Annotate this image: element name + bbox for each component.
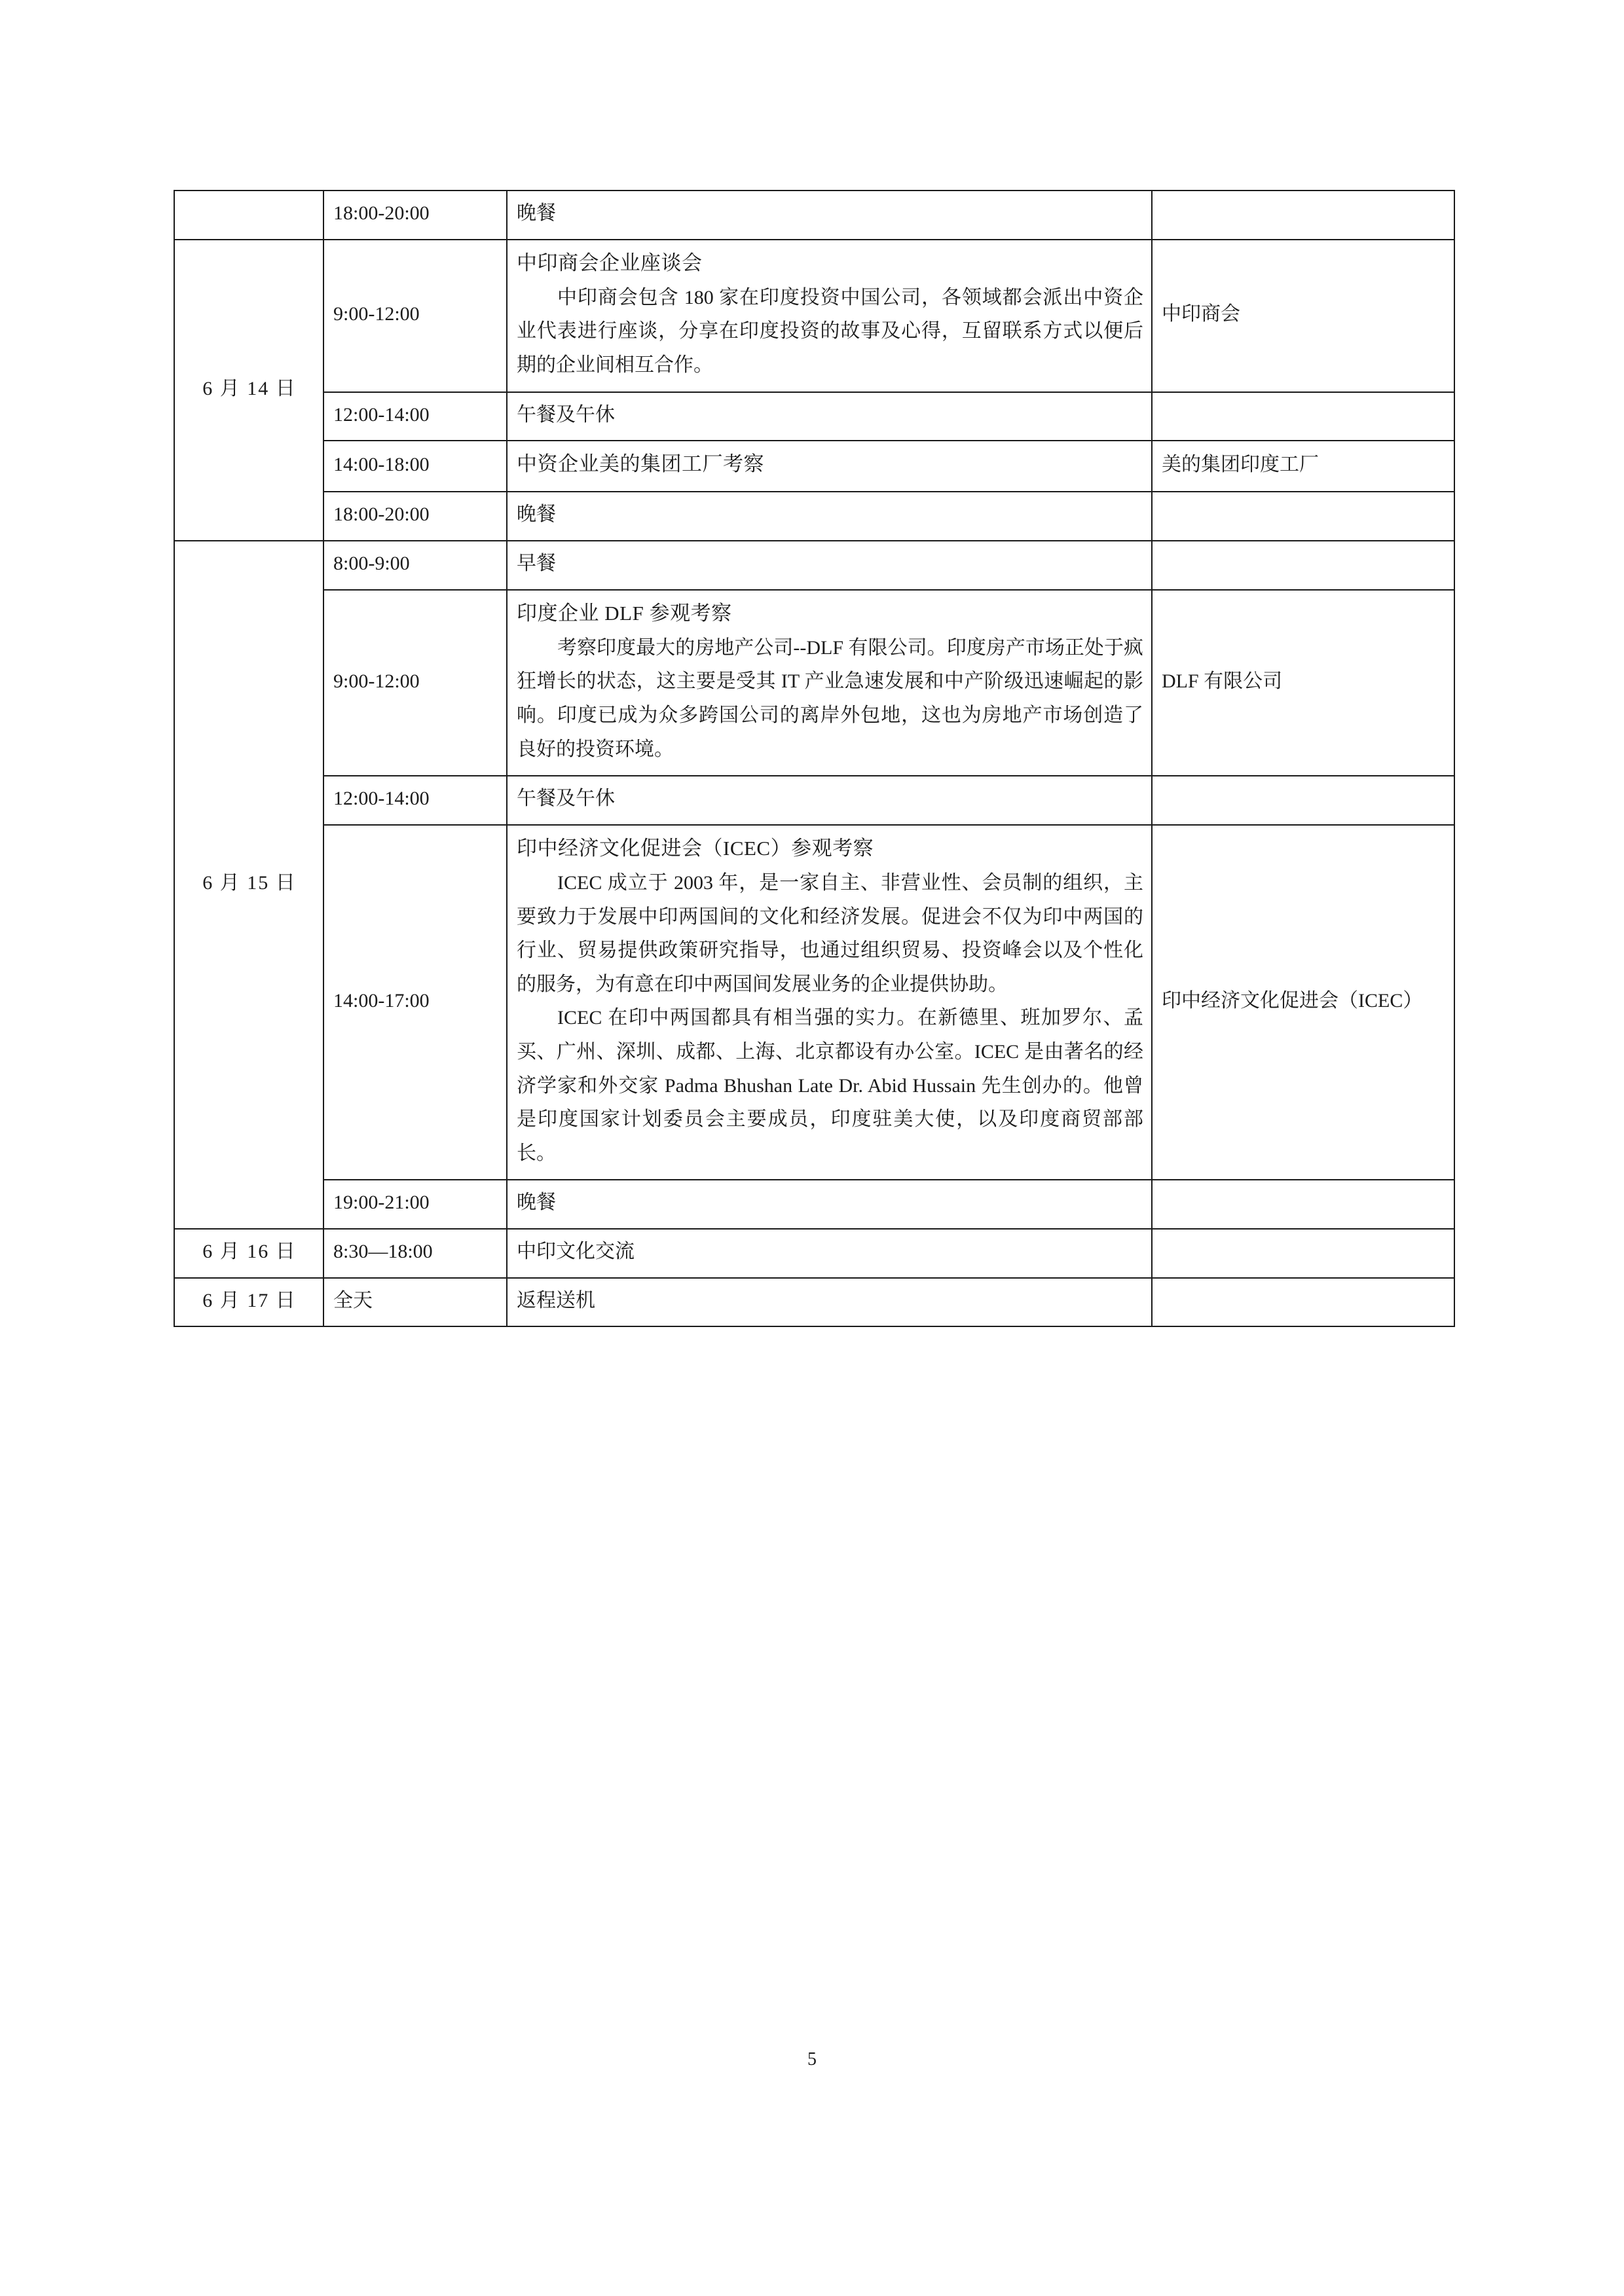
row-time: 14:00-18:00 <box>323 441 507 492</box>
row-date: 6 月 16 日 <box>174 1229 323 1278</box>
row-date: 6 月 15 日 <box>174 541 323 1229</box>
row-title: 中印商会企业座谈会 <box>517 251 703 274</box>
row-text: 返程送机 <box>517 1289 595 1311</box>
row-place <box>1152 492 1454 541</box>
row-time: 12:00-14:00 <box>323 776 507 825</box>
row-place <box>1152 1180 1454 1229</box>
row-content <box>507 1278 1152 1327</box>
row-time: 8:30—18:00 <box>323 1229 507 1278</box>
table-row <box>174 392 1454 441</box>
row-content <box>507 392 1152 441</box>
row-place: 中印商会 <box>1152 240 1454 392</box>
table-row <box>174 441 1454 492</box>
table-row <box>174 590 1454 776</box>
row-time: 18:00-20:00 <box>323 191 507 240</box>
row-text: 早餐 <box>517 553 556 574</box>
table-row <box>174 191 1454 240</box>
row-time: 18:00-20:00 <box>323 492 507 541</box>
row-content <box>507 590 1152 776</box>
row-place <box>1152 776 1454 825</box>
table-row <box>174 541 1454 590</box>
row-content <box>507 240 1152 392</box>
row-paragraph: 考察印度最大的房地产公司--DLF 有限公司。印度房产市场正处于疯狂增长的状态，这主要是受其 IT 产业急速发展和中产阶级迅速崛起的影响。印度已成为众多跨国公司的离岸外包地，这也为房地产市场创造了良好的投资环境。 <box>517 636 1143 760</box>
table-row <box>174 776 1454 825</box>
row-date <box>174 191 323 240</box>
row-paragraph: 中印商会包含 180 家在印度投资中国公司，各领域都会派出中资企业代表进行座谈，分享在印度投资的故事及心得，互留联系方式以便后期的企业间相互合作。 <box>517 286 1143 376</box>
row-paragraph: ICEC 成立于 2003 年，是一家自主、非营业性、会员制的组织，主要致力于发展中印两国间的文化和经济发展。促进会不仅为印中两国的行业、贸易提供政策研究指导，也通过组织贸易、投资峰会以及个性化的服务，为有意在印中两国间发展业务的企业提供协助。 <box>517 872 1143 995</box>
row-time: 全天 <box>323 1278 507 1327</box>
row-place <box>1152 392 1454 441</box>
table-row <box>174 1229 1454 1278</box>
row-text: 晚餐 <box>517 1192 556 1214</box>
itinerary-table <box>174 190 1455 1327</box>
row-time: 8:00-9:00 <box>323 541 507 590</box>
row-content <box>507 825 1152 1180</box>
row-place <box>1152 541 1454 590</box>
row-time: 12:00-14:00 <box>323 392 507 441</box>
row-place <box>1152 191 1454 240</box>
row-content <box>507 191 1152 240</box>
row-place: 美的集团印度工厂 <box>1152 441 1454 492</box>
row-title: 中资企业美的集团工厂考察 <box>517 452 764 476</box>
row-content <box>507 441 1152 492</box>
row-title: 印度企业 DLF 参观考察 <box>517 601 732 625</box>
row-date: 6 月 17 日 <box>174 1278 323 1327</box>
row-time: 9:00-12:00 <box>323 240 507 392</box>
row-time: 9:00-12:00 <box>323 590 507 776</box>
row-title: 印中经济文化促进会（ICEC）参观考察 <box>517 836 874 860</box>
table-row <box>174 492 1454 541</box>
row-place <box>1152 1278 1454 1327</box>
row-text: 中印文化交流 <box>517 1240 635 1262</box>
row-text: 午餐及午休 <box>517 403 615 426</box>
row-place <box>1152 1229 1454 1278</box>
row-time: 14:00-17:00 <box>323 825 507 1180</box>
row-content <box>507 1180 1152 1229</box>
row-content <box>507 541 1152 590</box>
row-time: 19:00-21:00 <box>323 1180 507 1229</box>
page-number: 5 <box>807 2049 817 2069</box>
row-text: 午餐及午休 <box>517 788 615 810</box>
row-paragraph: ICEC 在印中两国都具有相当强的实力。在新德里、班加罗尔、孟买、广州、深圳、成都、上海、北京都设有办公室。ICEC 是由著名的经济学家和外交家 Padma Bhushan Late Dr. Abid Hussain 先生创办的。他曾是印度国家计划委员会主要成员，印度驻美大使，以及印度商贸部部长。 <box>517 1007 1143 1164</box>
row-place: 印中经济文化促进会（ICEC） <box>1152 825 1454 1180</box>
row-content <box>507 1229 1152 1278</box>
table-row <box>174 1180 1454 1229</box>
row-content <box>507 776 1152 825</box>
table-row <box>174 825 1454 1180</box>
table-row <box>174 1278 1454 1327</box>
row-date: 6 月 14 日 <box>174 240 323 541</box>
row-text: 晚餐 <box>517 503 556 526</box>
row-place: DLF 有限公司 <box>1152 590 1454 776</box>
table-row <box>174 240 1454 392</box>
row-text: 晚餐 <box>517 202 556 224</box>
row-content <box>507 492 1152 541</box>
